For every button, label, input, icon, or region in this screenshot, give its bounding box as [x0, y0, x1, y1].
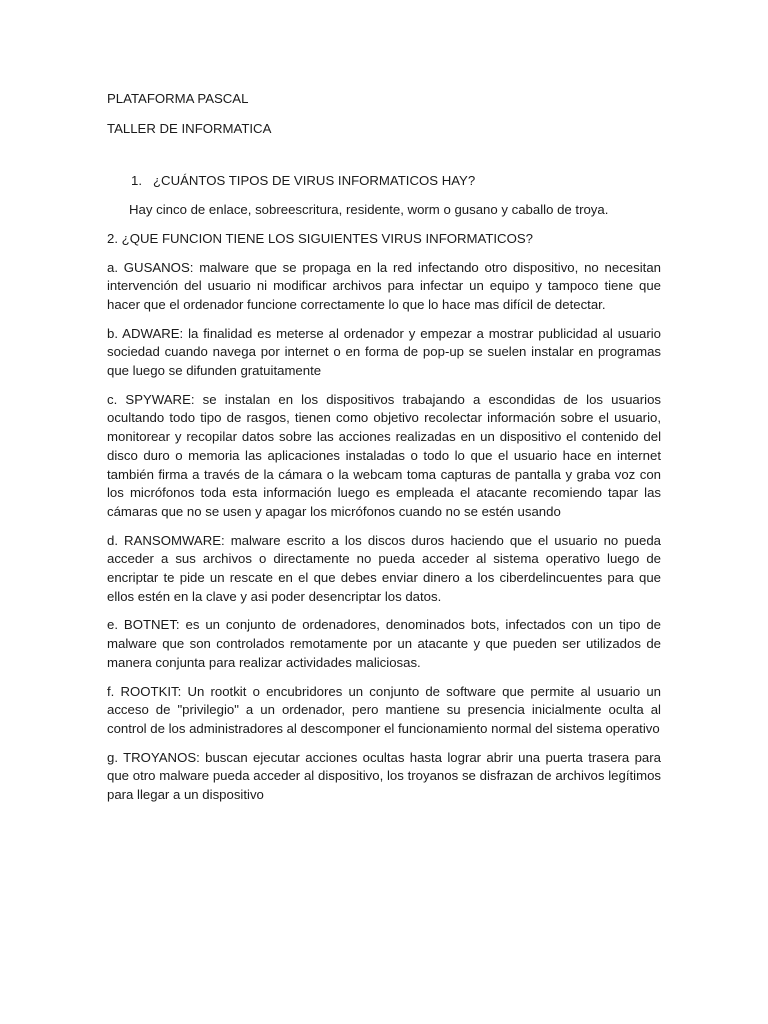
question-1-number: 1.	[131, 173, 142, 189]
entry-botnet: e. BOTNET: es un conjunto de ordenadores, denominados bots, infectados con un tipo de malware que son controlados remotamente por un atacante y que pueden ser utilizados de manera conjunta para realizar actividades maliciosas.	[107, 617, 661, 670]
question-2: 2. ¿QUE FUNCION TIENE LOS SIGUIENTES VIRUS INFORMATICOS?	[107, 230, 533, 246]
entry-troyanos: g. TROYANOS: buscan ejecutar acciones ocultas hasta lograr abrir una puerta trasera para que otro malware pueda acceder al dispositivo, los troyanos se disfrazan de archivos legítimos para llegar a un dispositivo	[107, 749, 661, 803]
question-1	[131, 172, 661, 191]
question-1-answer: Hay cinco de enlace, sobreescritura, residente, worm o gusano y caballo de troya.	[129, 202, 609, 218]
platform-title: PLATAFORMA PASCAL	[107, 91, 249, 106]
entry-adware: b. ADWARE: la finalidad es meterse al ordenador y empezar a mostrar publicidad al usuario sociedad cuando navega por internet o en forma de pop-up se suelen instalar en programas que luego se difunden gratuitamente	[107, 325, 661, 379]
entry-gusanos: a. GUSANOS: malware que se propaga en la red infectando otro dispositivo, no necesitan intervención del usuario ni modificar archivos para infectar un equipo y tampoco tiene que hacer que el ordenador funcione correctamente lo que lo hace mas difícil de detectar.	[107, 259, 661, 312]
entry-rootkit: f. ROOTKIT: Un rootkit o encubridores un conjunto de software que permite al usuario un acceso de "privilegio" a un ordenador, pero mantiene su presencia inicialmente oculta al control de los administradores al descomponer el funcionamiento normal del sistema operativo	[107, 683, 661, 736]
document-page	[107, 90, 661, 815]
question-1-text: ¿CUÁNTOS TIPOS DE VIRUS INFORMATICOS HAY?	[153, 173, 476, 189]
entry-ransomware: d. RANSOMWARE: malware escrito a los discos duros haciendo que el usuario no pueda acceder a sus archivos o directamente no pueda acceder al sistema operativo luego de encriptar te pide un rescate en el que debes enviar dinero a los ciberdelincuentes para que ellos estén en la clave y asi poder desencriptar los datos.	[107, 532, 661, 604]
entry-spyware: c. SPYWARE: se instalan en los dispositivos trabajando a escondidas de los usuarios ocultando todo tipo de rasgos, tienen como objetivo recolectar información sobre el usuario, monitorear y recopilar datos sobre las acciones realizadas en un dispositivo el contenido del disco duro o memoria las aplicaciones instaladas o todo lo que el usuario hace en internet también firma a través de la cámara o la webcam toma capturas de pantalla y graba voz con los micrófonos toda esta información luego es empleada el atacante recomiendo tapar las cámaras que no se usen y apagar los micrófonos cuando no se estén usando	[107, 391, 661, 519]
course-title: TALLER DE INFORMATICA	[107, 120, 272, 136]
